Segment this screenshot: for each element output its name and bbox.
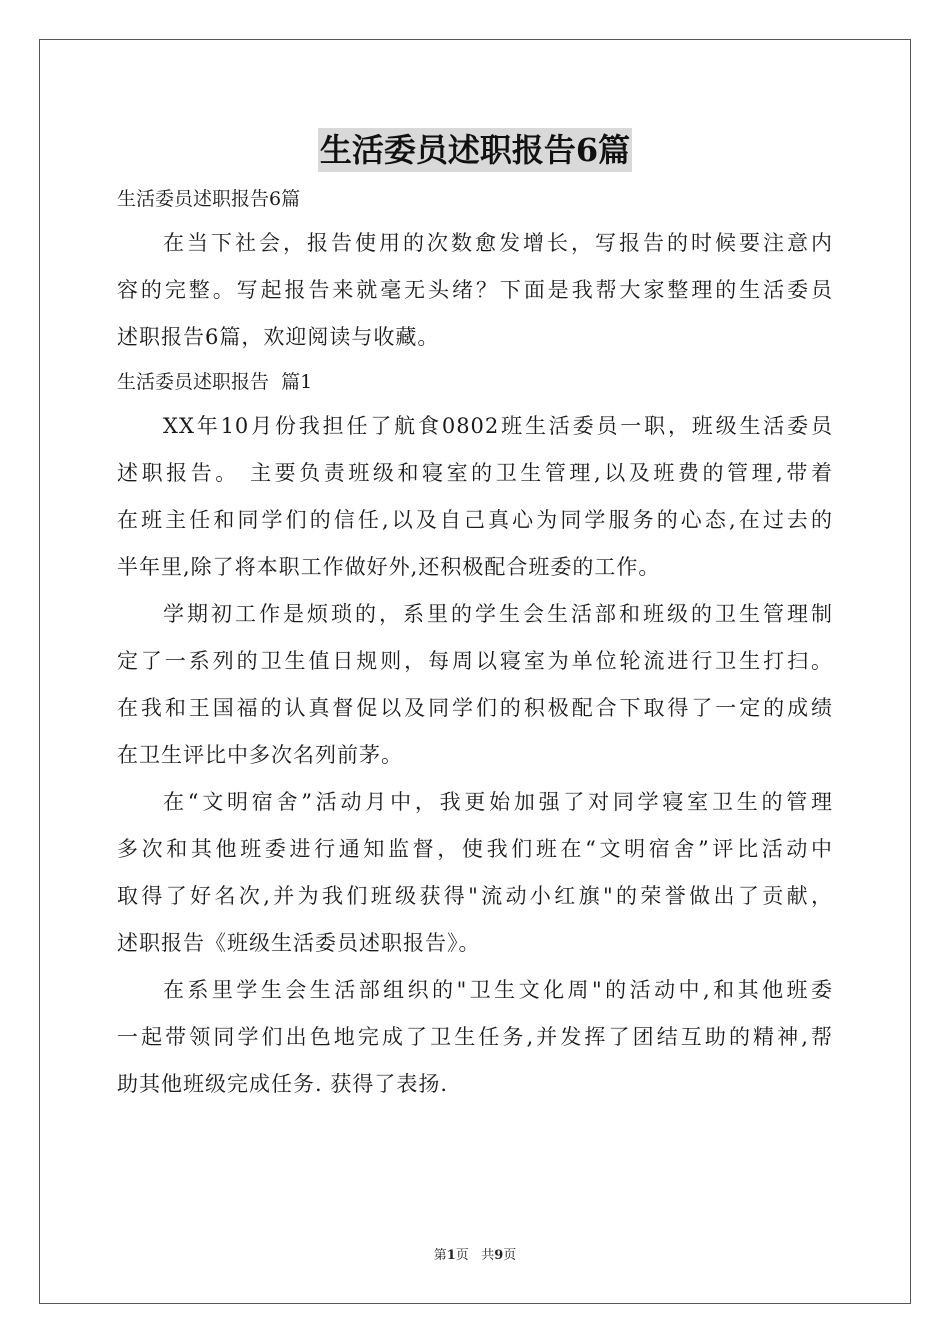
document-title: 生活委员述职报告6篇 (318, 128, 632, 172)
subtitle: 生活委员述职报告6篇 (117, 188, 301, 210)
text-line: 助其他班级完成任务. 获得了表扬. (117, 1072, 449, 1096)
footer-total-pages: 9 (494, 1248, 504, 1263)
text-line: 容的完整。写起报告来就毫无头绪？下面是我帮大家整理的生活委员 (117, 278, 833, 302)
text-line: 在系里学生会生活部组织的"卫生文化周"的活动中,和其他班委 (163, 978, 833, 1002)
text-line: 在班主任和同学们的信任,以及自己真心为同学服务的心态,在过去的 (117, 508, 833, 532)
text-line: 半年里,除了将本职工作做好外,还积极配合班委的工作。 (117, 555, 661, 579)
text-line: 学期初工作是烦琐的，系里的学生会生活部和班级的卫生管理制 (163, 602, 833, 626)
text-line: 在卫生评比中多次名列前茅。 (117, 743, 403, 767)
text-line: 述职报告《班级生活委员述职报告》。 (117, 931, 481, 955)
page-footer (0, 1244, 950, 1263)
intro-paragraph (117, 220, 833, 361)
footer-suffix: 页 (503, 1248, 517, 1263)
section-heading: 生活委员述职报告 篇1 (117, 371, 313, 393)
footer-mid: 页 共 (455, 1248, 495, 1263)
text-line: 述职报告。 主要负责班级和寝室的卫生管理,以及班费的管理,带着 (117, 461, 833, 485)
text-line: XX年10月份我担任了航食0802班生活委员一职，班级生活委员 (163, 414, 833, 438)
paragraph-3 (117, 779, 833, 967)
text-line: 定了一系列的卫生值日规则，每周以寝室为单位轮流进行卫生打扫。 (117, 649, 833, 673)
text-line: 取得了好名次,并为我们班级获得"流动小红旗"的荣誉做出了贡献， (117, 884, 833, 908)
paragraph-1 (117, 403, 833, 591)
footer-prefix: 第 (433, 1248, 447, 1263)
text-line: 述职报告6篇，欢迎阅读与收藏。 (117, 325, 440, 349)
text-line: 在当下社会，报告使用的次数愈发增长，写报告的时候要注意内 (163, 231, 833, 255)
text-line: 在我和王国福的认真督促以及同学们的积极配合下取得了一定的成绩 (117, 696, 833, 720)
paragraph-4 (117, 967, 833, 1108)
paragraph-2 (117, 591, 833, 779)
text-line: 多次和其他班委进行通知监督，使我们班在“文明宿舍”评比活动中 (117, 837, 833, 861)
text-line: 在“文明宿舍”活动月中，我更始加强了对同学寝室卫生的管理 (163, 790, 833, 814)
title-wrap (0, 128, 950, 172)
text-line: 一起带领同学们出色地完成了卫生任务,并发挥了团结互助的精神,帮 (117, 1025, 833, 1049)
document-body (117, 178, 833, 1108)
footer-page-number: 1 (446, 1248, 456, 1263)
